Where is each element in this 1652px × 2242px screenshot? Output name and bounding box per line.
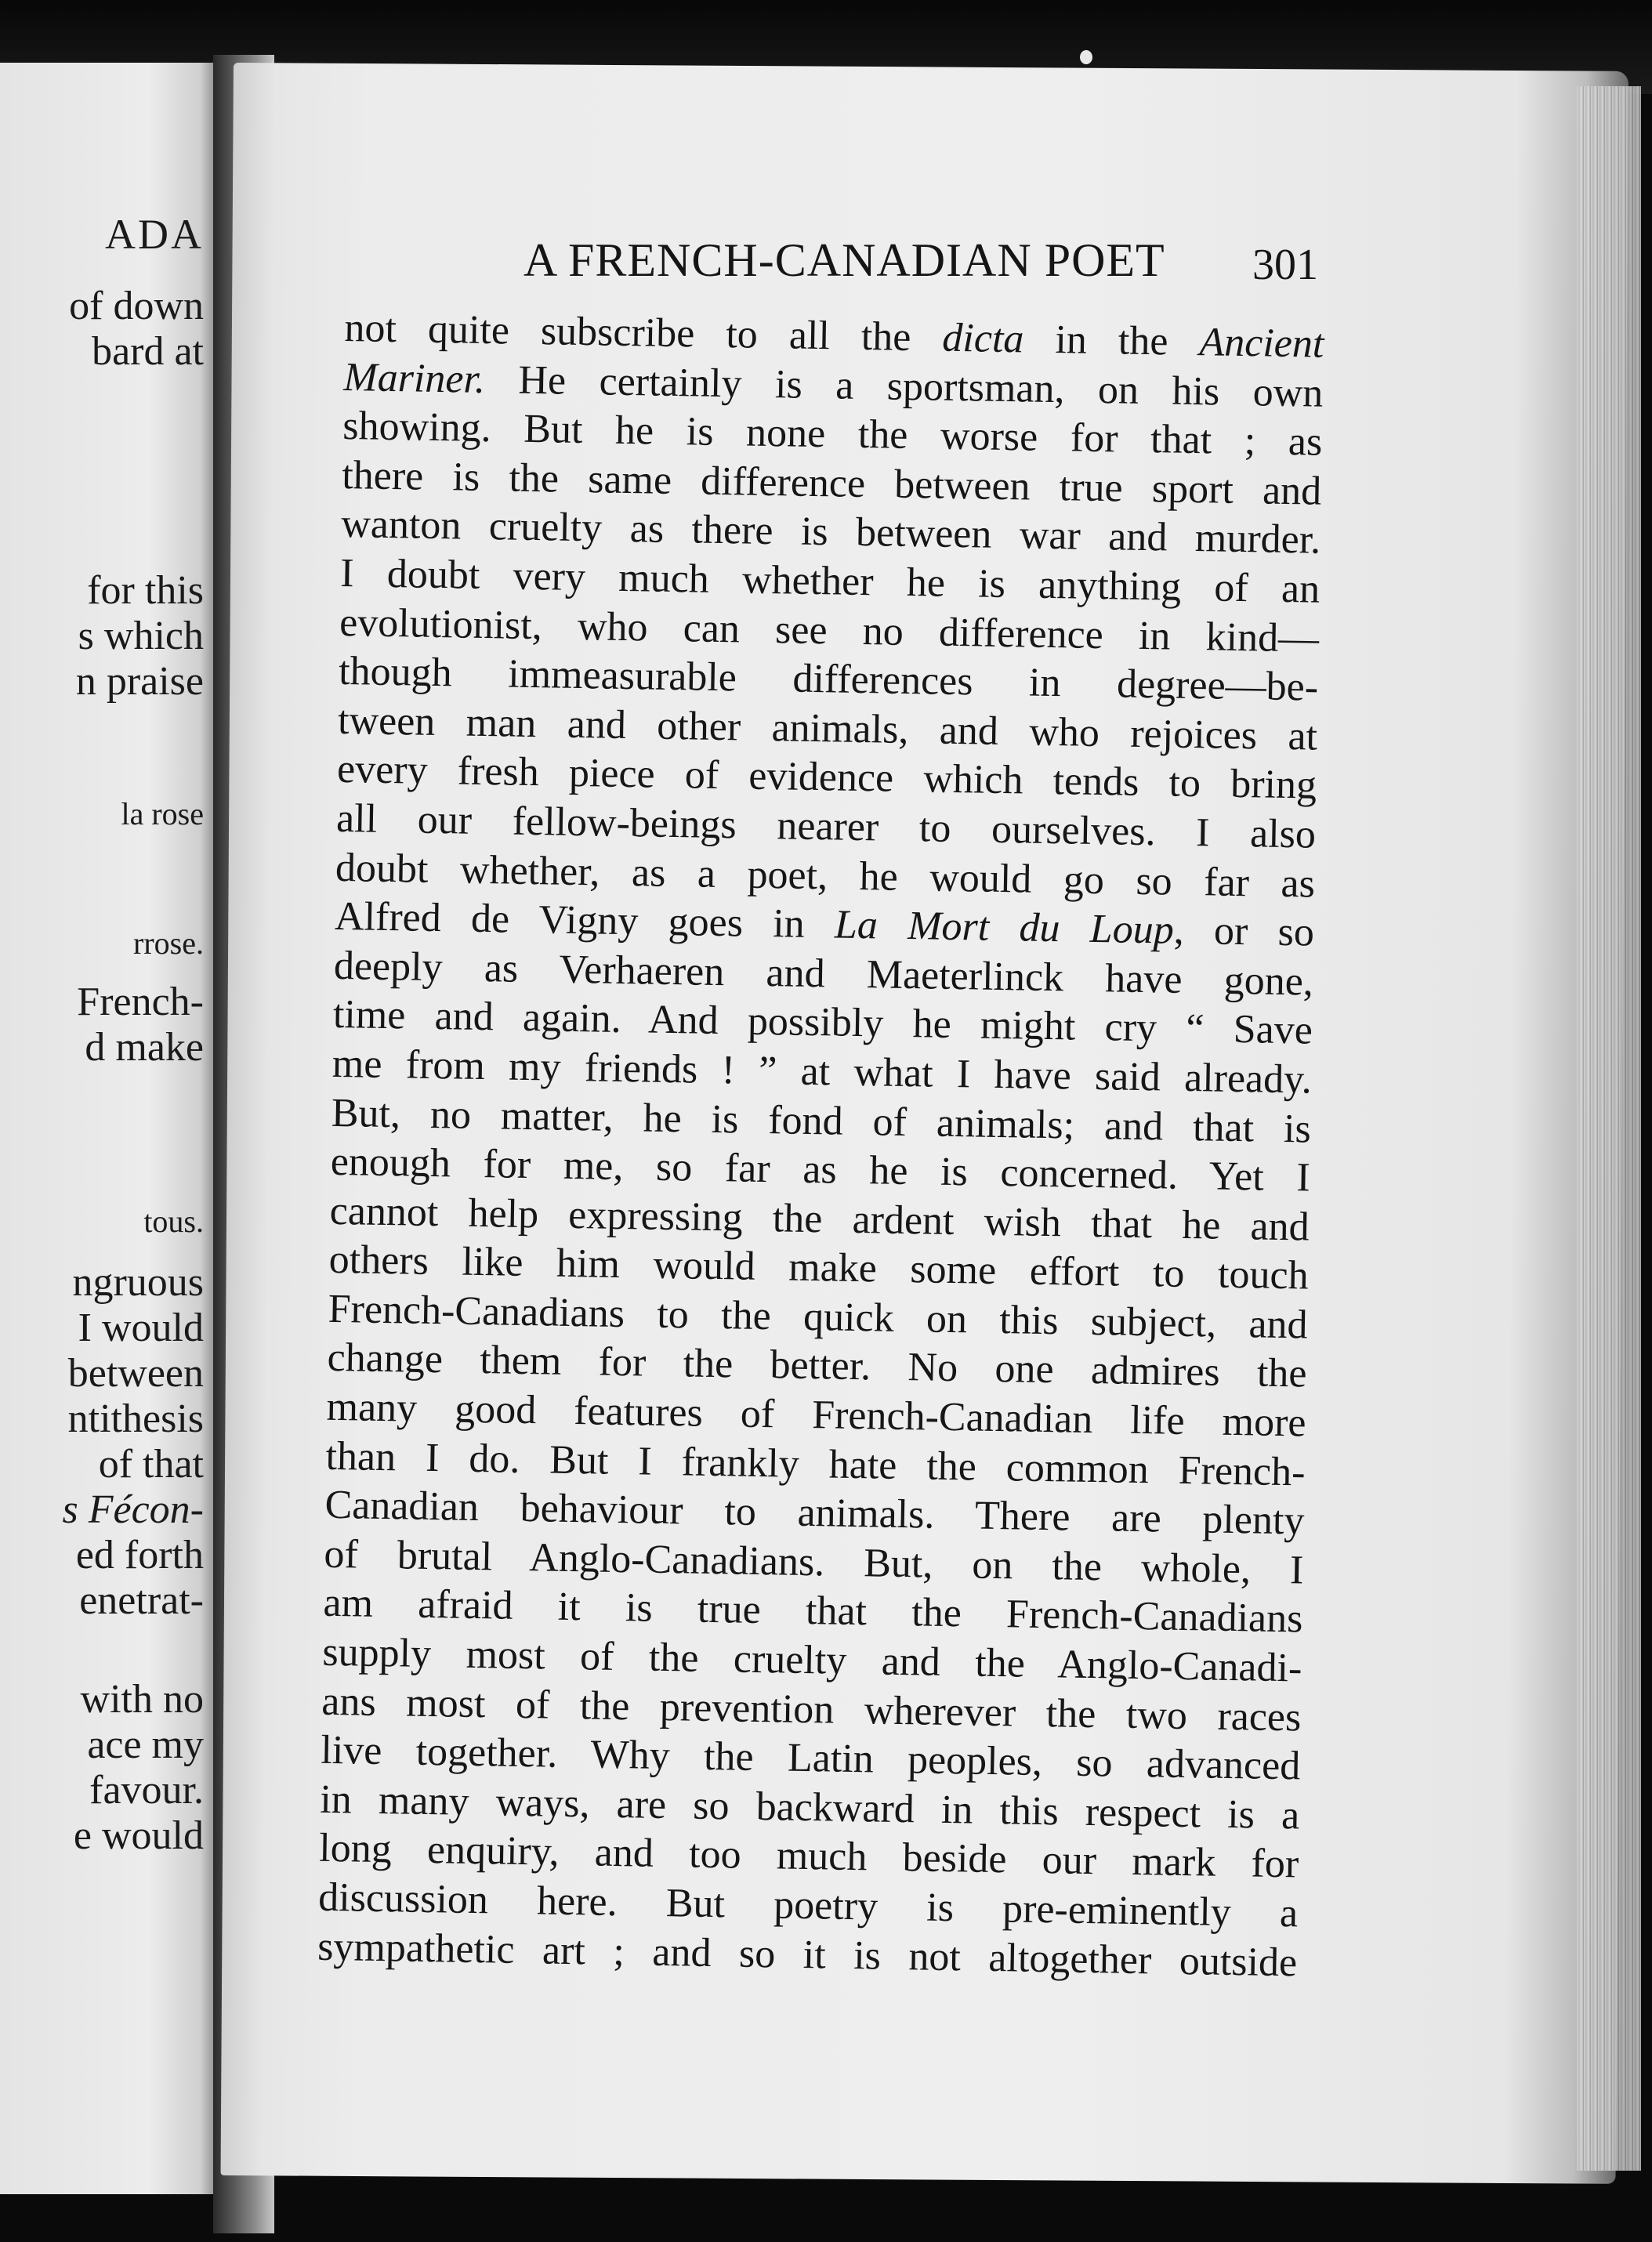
text-segment: tween man and other animals, and who rejoices at: [337, 697, 1318, 759]
text-segment: , or so: [1173, 907, 1315, 955]
left-line: favour.: [89, 1768, 204, 1813]
text-segment: evolutionist, who can see no difference in kind—: [339, 599, 1320, 661]
italic-text: dicta: [941, 315, 1024, 362]
text-segment: there is the same difference between true sport and: [341, 452, 1322, 514]
text-segment: deeply as Verhaeren and Maeterlinck have gone,: [333, 943, 1314, 1005]
text-segment: of brutal Anglo-Canadians. But, on the whole, I: [324, 1531, 1304, 1593]
left-page: [0, 63, 213, 2194]
text-segment: I doubt very much whether he is anything of an: [339, 550, 1321, 612]
text-segment: in the: [1023, 317, 1200, 365]
left-line: of down: [69, 284, 204, 328]
italic-text: Mariner.: [342, 354, 486, 402]
running-head: A FRENCH-CANADIAN POET: [523, 234, 1165, 286]
text-segment: every fresh piece of evidence which tends to bring: [336, 747, 1317, 808]
left-line: for this: [87, 568, 204, 613]
text-segment: change them for the better. No one admires the: [327, 1335, 1308, 1397]
left-line: e would: [73, 1813, 204, 1858]
left-line: ntithesis: [67, 1396, 204, 1441]
text-segment: showing. But he is none the worse for that ; as: [342, 404, 1323, 465]
left-line: of that: [98, 1442, 204, 1487]
text-segment: But, no matter, he is fond of animals; and that is: [331, 1090, 1312, 1152]
left-line: tous.: [143, 1204, 204, 1239]
text-segment: Alfred de Vigny goes in: [334, 894, 835, 947]
left-line: French-: [77, 980, 204, 1024]
left-line: bard at: [92, 329, 204, 374]
text-segment: not quite subscribe to all the: [344, 305, 943, 360]
text-segment: French-Canadians to the quick on this subject, and: [328, 1286, 1309, 1348]
left-line: n praise: [75, 659, 204, 704]
left-line: ed forth: [75, 1533, 204, 1577]
text-segment: many good features of French-Canadian life more: [326, 1384, 1306, 1446]
left-line: la rose: [121, 796, 204, 831]
text-segment: am afraid it is true that the French-Canadians: [323, 1581, 1303, 1642]
left-running-head-fragment: ADA: [105, 211, 204, 258]
text-segment: me from my friends ! ” at what I have said already.: [331, 1041, 1313, 1103]
text-segment: doubt whether, as a poet, he would go so far as: [335, 845, 1316, 907]
text-segment: long enquiry, and too much beside our mark for: [318, 1826, 1299, 1887]
text-segment: though immeasurable differences in degree—be-: [338, 649, 1319, 710]
text-segment: others like him would make some effort to touch: [328, 1237, 1310, 1298]
text-segment: sympathetic art ; and so it is not altogether outside: [317, 1924, 1298, 1986]
page-number: 301: [1252, 241, 1318, 289]
text-segment: live together. Why the Latin peoples, so advanced: [320, 1727, 1301, 1789]
left-line: between: [67, 1351, 204, 1396]
left-line: rrose.: [133, 925, 204, 961]
left-line: ace my: [87, 1722, 204, 1767]
text-segment: enough for me, so far as he is concerned. Yet I: [330, 1139, 1311, 1201]
text-segment: supply most of the cruelty and the Anglo-Canadi-: [322, 1629, 1302, 1691]
text-segment: wanton cruelty as there is between war and murder.: [340, 502, 1321, 563]
text-segment: all our fellow-beings nearer to ourselves. I also: [335, 795, 1317, 857]
left-line: d make: [85, 1025, 204, 1070]
text-segment: discussion here. But poetry is pre-eminently a: [317, 1874, 1299, 1936]
text-segment: He certainly is a sportsman, on his own: [484, 357, 1324, 416]
text-segment: than I do. But I frankly hate the common French-: [325, 1433, 1306, 1495]
left-line: s Fécon-: [62, 1487, 204, 1532]
text-segment: in many ways, are so backward in this respect is a: [319, 1777, 1300, 1838]
text-segment: time and again. And possibly he might cry “ Save: [332, 992, 1313, 1053]
italic-text: Ancient: [1199, 320, 1324, 367]
text-segment: Canadian behaviour to animals. There are plenty: [324, 1483, 1305, 1544]
text-segment: ans most of the prevention wherever the two races: [321, 1679, 1302, 1740]
italic-text: La Mort du Loup: [834, 902, 1175, 953]
left-line: with no: [80, 1677, 204, 1722]
left-line: ngruous: [72, 1260, 204, 1305]
text-segment: cannot help expressing the ardent wish that he and: [329, 1188, 1310, 1250]
body-text: [317, 304, 1324, 1988]
left-line: I would: [78, 1306, 204, 1350]
left-line: s which: [78, 614, 204, 658]
page-edges: [1577, 86, 1641, 2171]
scan-speck: [1080, 50, 1092, 64]
left-line: enetrat-: [79, 1578, 204, 1623]
